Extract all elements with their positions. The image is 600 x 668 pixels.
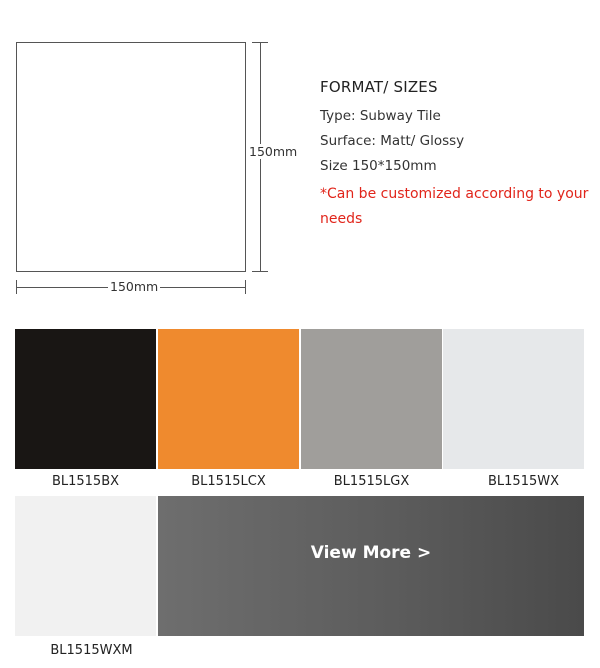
spec-surface: Surface: Matt/ Glossy [320, 133, 465, 149]
tile-outline [16, 42, 246, 272]
swatch-label: BL1515LGX [333, 474, 410, 489]
width-dimension-label: 150mm [110, 279, 159, 294]
specs-panel [320, 78, 590, 232]
swatch-bl1515lcx[interactable] [158, 329, 299, 469]
swatch-label: BL1515WX [487, 474, 559, 489]
swatch-bl1515lgx[interactable] [301, 329, 442, 469]
view-more-label: View More > [310, 543, 432, 563]
customization-note: *Can be customized according to your needs [320, 186, 589, 227]
swatch-label: BL1515LCX [191, 474, 266, 489]
spec-type: Type: Subway Tile [320, 108, 441, 124]
swatch-label: BL1515BX [51, 474, 120, 489]
spec-size: Size 150*150mm [320, 158, 437, 174]
swatch-bl1515bx[interactable] [15, 329, 156, 469]
height-dimension-label: 150mm [249, 144, 298, 159]
swatch-label: BL1515WXM [50, 643, 133, 658]
swatch-bl1515wx[interactable] [443, 329, 584, 469]
swatch-bl1515wxm[interactable] [15, 496, 156, 636]
view-more-button[interactable] [158, 496, 584, 636]
specs-heading: FORMAT/ SIZES [320, 78, 438, 96]
